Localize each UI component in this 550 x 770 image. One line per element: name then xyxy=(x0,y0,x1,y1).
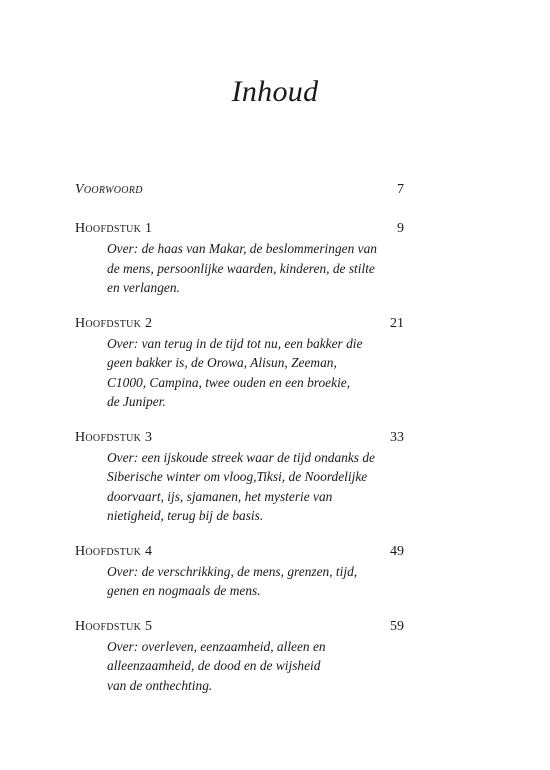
toc-entry-head xyxy=(75,314,404,334)
toc-entry-page-number: 49 xyxy=(390,543,404,559)
toc-entry-voorwoord xyxy=(75,180,404,200)
toc-entry-description xyxy=(107,334,404,412)
description-line: van de onthechting. xyxy=(107,677,213,693)
toc-entry-hoofdstuk-2 xyxy=(75,314,404,412)
toc-entry-label: Hoofdstuk 3 xyxy=(75,429,153,445)
description-line: alleenzaamheid, de dood en de wijsheid xyxy=(107,658,321,673)
description-line: C1000, Campina, twee ouden en een broekie, xyxy=(107,374,351,390)
toc-entry-hoofdstuk-3 xyxy=(75,428,404,526)
description-line: Over: een ijskoude streek waar de tijd ondanks de xyxy=(107,449,375,465)
toc-entry-page-number: 33 xyxy=(390,429,404,445)
description-line: Over: de verschrikking, de mens, grenzen, tijd, xyxy=(107,563,358,579)
toc-entry-hoofdstuk-5 xyxy=(75,617,404,696)
description-line: doorvaart, ijs, sjamanen, het mysterie van xyxy=(107,488,333,504)
description-line: Siberische winter om vloog,Tiksi, de Noordelijke xyxy=(107,469,368,484)
description-line: geen bakker is, de Orowa, Alisun, Zeeman, xyxy=(107,355,337,370)
toc-entry-description xyxy=(107,448,404,526)
page-title: Inhoud xyxy=(231,75,319,108)
toc-entry-page-number: 7 xyxy=(397,182,404,197)
description-line: nietigheid, terug bij de basis. xyxy=(107,508,264,523)
toc-entry-hoofdstuk-4 xyxy=(75,542,404,601)
description-line: genen en nogmaals de mens. xyxy=(107,583,261,598)
toc-entry-label: Hoofdstuk 2 xyxy=(75,315,153,331)
toc-entry-head xyxy=(75,617,404,637)
toc-entry-page-number: 9 xyxy=(397,221,404,236)
description-line: Over: de haas van Makar, de beslommeringen van xyxy=(107,241,377,256)
toc-entry-hoofdstuk-1 xyxy=(75,219,404,298)
description-line: Over: overleven, eenzaamheid, alleen en xyxy=(107,638,326,654)
toc-entry-description xyxy=(107,239,404,298)
toc-entry-label: Hoofdstuk 5 xyxy=(75,618,153,634)
description-line: de mens, persoonlijke waarden, kinderen, de stilte xyxy=(107,260,375,276)
toc-entry-description xyxy=(107,637,404,696)
toc-entry-description xyxy=(107,562,404,601)
description-line: en verlangen. xyxy=(107,280,180,295)
table-of-contents xyxy=(75,180,404,695)
toc-entry-head xyxy=(75,219,404,239)
toc-entry-head xyxy=(75,542,404,562)
toc-entry-label: Voorwoord xyxy=(75,182,143,197)
toc-entry-page-number: 21 xyxy=(390,315,404,331)
toc-entry-head xyxy=(75,180,404,200)
toc-entry-page-number: 59 xyxy=(390,618,404,634)
description-line: Over: van terug in de tijd tot nu, een bakker die xyxy=(107,335,363,351)
toc-entry-label: Hoofdstuk 4 xyxy=(75,543,153,559)
toc-entry-label: Hoofdstuk 1 xyxy=(75,221,153,236)
description-line: de Juniper. xyxy=(107,394,166,409)
toc-entry-head xyxy=(75,428,404,448)
